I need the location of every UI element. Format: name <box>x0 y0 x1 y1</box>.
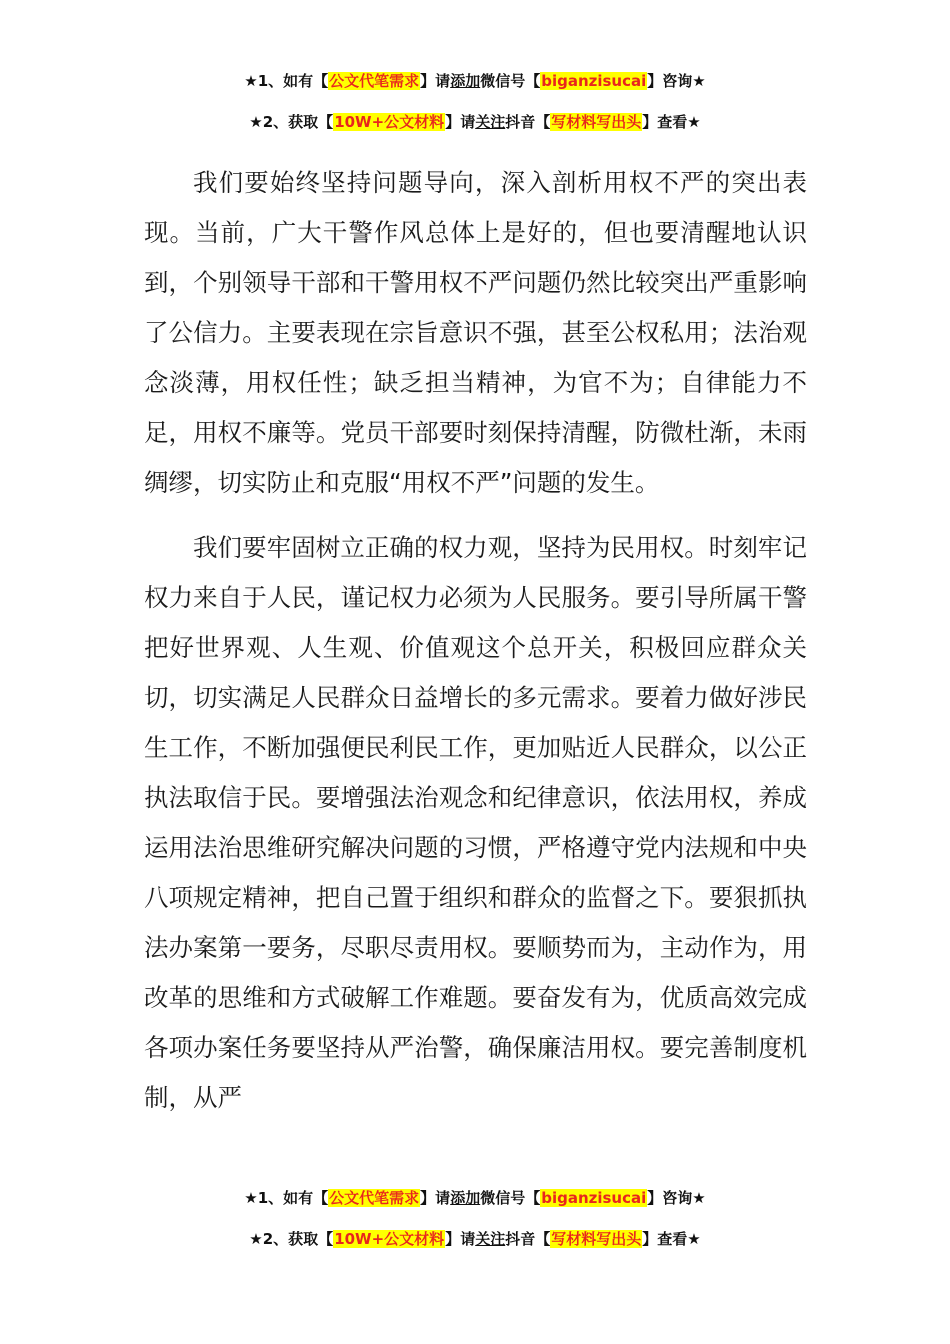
banner-highlight-douyin: 写材料写出头 <box>551 1230 642 1248</box>
banner-prefix: ★2、获取【 <box>249 113 334 131</box>
banner-text: 微信号【 <box>480 72 541 90</box>
banner-text: 抖音【 <box>505 1230 551 1248</box>
footer-banner-line-2 <box>0 1228 950 1250</box>
header-banner-line-1 <box>0 70 950 92</box>
banner-suffix: 】咨询★ <box>647 1189 706 1207</box>
banner-prefix: ★1、如有【 <box>244 1189 329 1207</box>
banner-underline-text: 关注 <box>475 113 506 131</box>
banner-suffix: 】查看★ <box>642 113 701 131</box>
banner-text: 微信号【 <box>480 1189 541 1207</box>
banner-text: 】请 <box>420 72 451 90</box>
header-banner-line-2 <box>0 111 950 133</box>
article-body <box>144 158 807 1123</box>
article-paragraph-2: 我们要牢固树立正确的权力观，坚持为民用权。时刻牢记权力来自于人民，谨记权力必须为人民服务。要引导所属干警把好世界观、人生观、价值观这个总开关，积极回应群众关切，切实满足人民群众日益增长的多元需求。要着力做好涉民生工作，不断加强便民利民工作，更加贴近人民群众，以公正执法取信于民。要增强法治观念和纪律意识，依法用权，养成运用法治思维研究解决问题的习惯，严格遵守党内法规和中央八项规定精神，把自己置于组织和群众的监督之下。要狠抓执法办案第一要务，尽职尽责用权。要顺势而为，主动作为，用改革的思维和方式破解工作难题。要奋发有为，优质高效完成各项办案任务要坚持从严治警，确保廉洁用权。要完善制度机制，从严 <box>144 533 807 1112</box>
banner-text: 】请 <box>445 113 476 131</box>
banner-highlight-wechat-id: biganzisucai <box>541 1189 647 1207</box>
banner-prefix: ★1、如有【 <box>244 72 329 90</box>
banner-highlight-service: 公文代笔需求 <box>329 1189 420 1207</box>
article-paragraph-1: 我们要始终坚持问题导向，深入剖析用权不严的突出表现。当前，广大干警作风总体上是好的，但也要清醒地认识到，个别领导干部和干警用权不严问题仍然比较突出严重影响了公信力。主要表现在宗旨意识不强，甚至公权私用；法治观念淡薄，用权任性；缺乏担当精神，为官不为；自律能力不足，用权不廉等。党员干部要时刻保持清醒，防微杜渐，未雨绸缪，切实防止和克服“用权不严”问题的发生。 <box>144 168 807 497</box>
banner-suffix: 】查看★ <box>642 1230 701 1248</box>
banner-underline-text: 添加 <box>450 72 481 90</box>
banner-text: 】请 <box>445 1230 476 1248</box>
banner-suffix: 】咨询★ <box>647 72 706 90</box>
banner-underline-text: 关注 <box>475 1230 506 1248</box>
banner-highlight-douyin: 写材料写出头 <box>551 113 642 131</box>
banner-underline-text: 添加 <box>450 1189 481 1207</box>
banner-highlight-materials: 10W+公文材料 <box>334 113 445 131</box>
banner-text: 】请 <box>420 1189 451 1207</box>
banner-highlight-wechat-id: biganzisucai <box>541 72 647 90</box>
banner-text: 抖音【 <box>505 113 551 131</box>
footer-banner-line-1 <box>0 1187 950 1209</box>
banner-prefix: ★2、获取【 <box>249 1230 334 1248</box>
banner-highlight-service: 公文代笔需求 <box>329 72 420 90</box>
banner-highlight-materials: 10W+公文材料 <box>334 1230 445 1248</box>
